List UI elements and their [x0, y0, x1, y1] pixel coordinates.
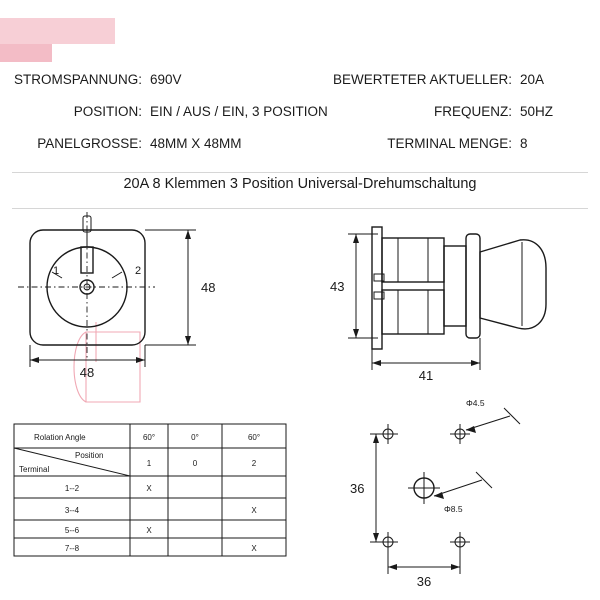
table-angle-0: 60° [142, 433, 156, 442]
spec-pair-current [330, 72, 596, 87]
arrow-up [185, 230, 191, 239]
front-view [18, 212, 215, 380]
arrow-right [471, 360, 480, 366]
drill-dim-horizontal: 36 [416, 574, 432, 589]
spec-value: 8 [520, 136, 528, 151]
spec-label: TERMINAL MENGE: [387, 136, 512, 151]
arrow-left [388, 564, 397, 570]
hole-label-large: Φ8.5 [444, 504, 463, 514]
leader-tick-large-hole [476, 472, 492, 488]
drill-dim-vertical: 36 [350, 481, 365, 496]
table-row-terminal: 7--8 [64, 544, 80, 553]
spec-row [0, 136, 600, 168]
front-dim-width: 48 [79, 365, 95, 380]
table-position-label: Position [75, 451, 104, 460]
front-dim-height: 48 [201, 280, 216, 295]
hole-label-small: Φ4.5 [466, 398, 485, 408]
table-cell: X [251, 544, 257, 553]
table-cell: X [251, 506, 257, 515]
spec-pair-frequency [330, 104, 596, 119]
side-view [330, 227, 546, 383]
arrow-right [451, 564, 460, 570]
front-tick-right [112, 272, 122, 278]
side-bezel-ring [466, 234, 480, 338]
spec-label: STROMSPANNUNG: [13, 72, 142, 87]
table-row-terminal: 1--2 [64, 484, 80, 493]
spec-row [0, 72, 600, 104]
side-dim-width: 41 [418, 368, 434, 383]
arrow-up [353, 234, 359, 243]
leader-tick-small-hole [504, 408, 520, 424]
spec-value: 50HZ [520, 104, 554, 119]
table-terminal-label: Terminal [19, 465, 50, 474]
table-position-0: 1 [146, 459, 152, 468]
table-cell: X [146, 526, 152, 535]
table-row-terminal: 3--4 [64, 506, 80, 515]
arrow-left [30, 357, 39, 363]
arrow-down [185, 336, 191, 345]
divider-top [12, 172, 588, 173]
table-position-1: 0 [192, 459, 198, 468]
technical-drawings [0, 212, 600, 600]
spec-label: POSITION: [73, 104, 142, 119]
arrow-up [373, 434, 379, 443]
arrow-left [372, 360, 381, 366]
side-shaft-collar [444, 246, 466, 326]
drilling-pattern-view [350, 398, 520, 589]
table-position-2: 2 [251, 459, 257, 468]
pink-band-upper [0, 18, 115, 44]
spec-value: EIN / AUS / EIN, 3 POSITION [150, 104, 328, 119]
product-subtitle: 20A 8 Klemmen 3 Position Universal-Drehumschaltung [123, 176, 477, 192]
pink-band-lower [0, 44, 52, 62]
arrow-down [353, 329, 359, 338]
front-position-label-1: 1 [52, 265, 60, 277]
spec-pair-terminal-count [330, 136, 596, 151]
top-decorative-band [0, 0, 600, 62]
hole-center-large [408, 472, 440, 504]
spec-label: BEWERTETER AKTUELLER: [332, 72, 512, 87]
contact-table [14, 424, 286, 556]
side-dim-height: 43 [330, 279, 345, 294]
divider-bottom [12, 208, 588, 209]
spec-label: FREQUENZ: [433, 104, 512, 119]
spec-value: 20A [520, 72, 545, 87]
side-mounting-flange [372, 227, 382, 349]
side-body-lower [382, 290, 444, 334]
table-cell: X [146, 484, 152, 493]
spec-row [0, 104, 600, 136]
spec-value: 48MM X 48MM [150, 136, 242, 151]
table-angle-2: 60° [247, 433, 261, 442]
spec-label: PANELGROSSE: [37, 136, 142, 151]
table-angle-label: Rolation Angle [34, 433, 86, 442]
spec-pair-position [0, 104, 330, 119]
spec-pair-voltage [0, 72, 330, 87]
spec-pair-panel-size [0, 136, 330, 151]
hole-top-right [450, 424, 470, 444]
specifications-block [0, 72, 600, 168]
arrow-down [373, 533, 379, 542]
side-knob [480, 240, 546, 329]
table-angle-1: 0° [191, 433, 199, 442]
front-position-label-2: 2 [134, 265, 142, 277]
side-body-upper [382, 238, 444, 282]
pink-watermark [74, 322, 140, 402]
spec-value: 690V [150, 72, 182, 87]
table-row-terminal: 5--6 [64, 526, 80, 535]
drawing-canvas [0, 212, 600, 600]
